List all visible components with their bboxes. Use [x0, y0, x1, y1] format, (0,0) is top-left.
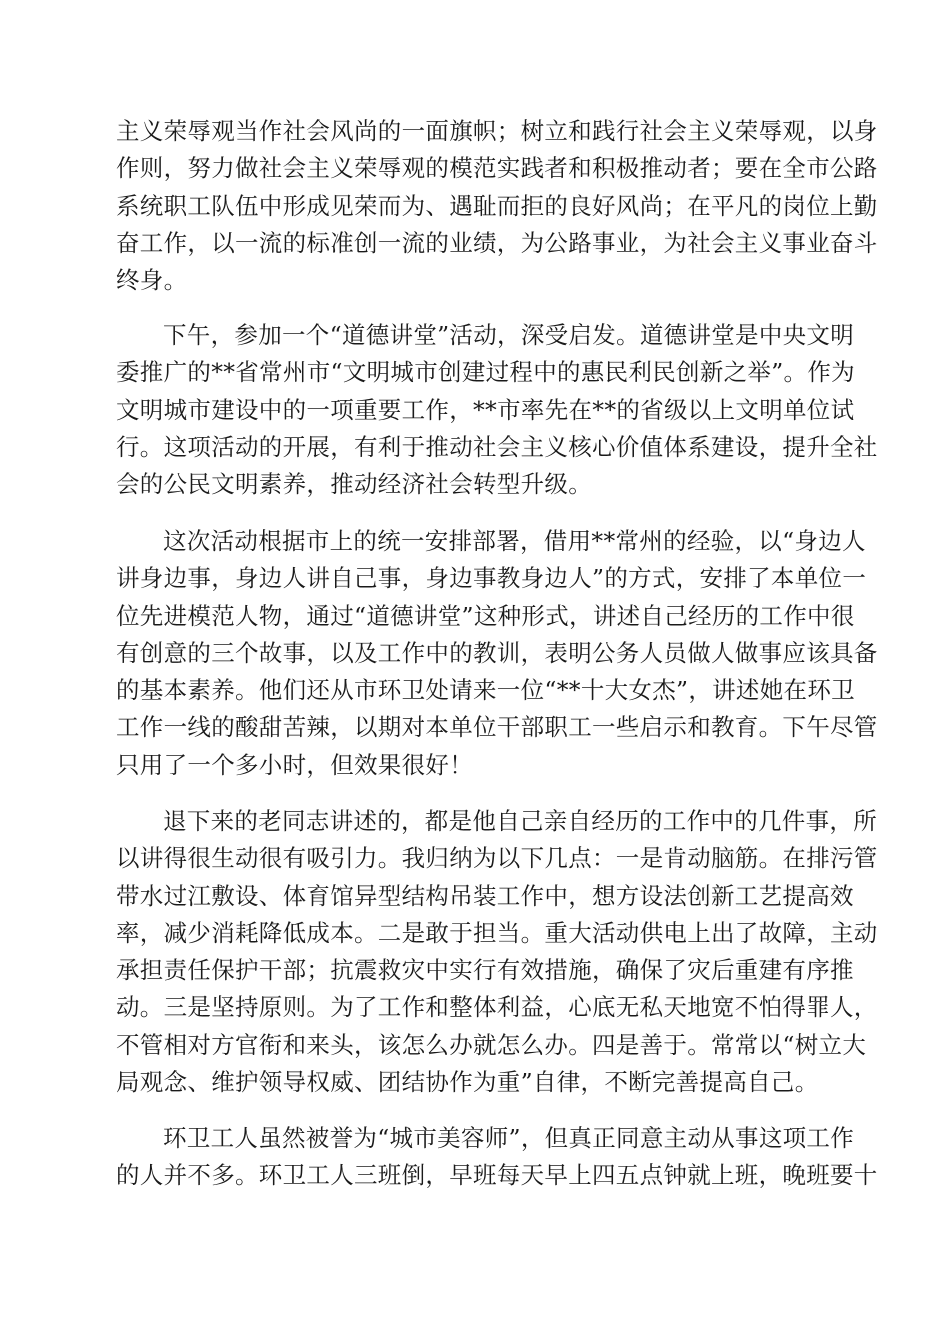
text-line: 带水过江敷设、体育馆异型结构吊装工作中，想方设法创新工艺提高效 — [116, 881, 854, 910]
text-line: 有创意的三个故事，以及工作中的教训，表明公务人员做人做事应该具备 — [116, 638, 878, 667]
text-line: 动。三是坚持原则。为了工作和整体利益，心底无私天地宽不怕得罪人， — [116, 993, 878, 1022]
text-line: 讲身边事，身边人讲自己事，身边事教身边人”的方式，安排了本单位一 — [116, 564, 867, 593]
paragraph-3 — [116, 523, 878, 784]
text-line: 承担责任保护干部；抗震救灾中实行有效措施，确保了灾后重建有序推 — [116, 956, 854, 985]
paragraph-4 — [116, 803, 878, 1101]
text-line: 下午，参加一个“道德讲堂”活动，深受启发。道德讲堂是中央文明 — [163, 321, 855, 349]
text-line: 这次活动根据市上的统一安排部署，借用**常州的经验，以“身边人 — [163, 527, 866, 555]
text-line: 以讲得很生动很有吸引力。我归纳为以下几点：一是肯动脑筋。在排污管 — [116, 844, 878, 873]
text-line: 系统职工队伍中形成见荣而为、遇耻而拒的良好风尚；在平凡的岗位上勤 — [116, 191, 878, 220]
text-line: 作则，努力做社会主义荣辱观的模范实践者和积极推动者；要在全市公路 — [116, 154, 878, 183]
text-line: 终身。 — [116, 266, 188, 295]
paragraph-5 — [116, 1120, 878, 1195]
text-line: 位先进模范人物，通过“道德讲堂”这种形式，讲述自己经历的工作中很 — [116, 601, 855, 630]
paragraph-1 — [116, 113, 878, 299]
text-line: 的基本素养。他们还从市环卫处请来一位“**十大女杰”，讲述她在环卫 — [116, 676, 855, 705]
text-line: 主义荣辱观当作社会风尚的一面旗帜；树立和践行社会主义荣辱观，以身 — [116, 117, 878, 145]
text-line: 行。这项活动的开展，有利于推动社会主义核心价值体系建设，提升全社 — [116, 432, 878, 461]
text-line: 文明城市建设中的一项重要工作，**市率先在**的省级以上文明单位试 — [116, 395, 855, 424]
text-line: 退下来的老同志讲述的，都是他自己亲自经历的工作中的几件事，所 — [163, 807, 877, 835]
text-line: 的人并不多。环卫工人三班倒，早班每天早上四五点钟就上班，晚班要十 — [116, 1161, 878, 1190]
text-line: 委推广的**省常州市“文明城市创建过程中的惠民利民创新之举”。作为 — [116, 358, 855, 387]
text-line: 工作一线的酸甜苦辣，以期对本单位干部职工一些启示和教育。下午尽管 — [116, 713, 878, 742]
text-line: 奋工作，以一流的标准创一流的业绩，为公路事业，为社会主义事业奋斗 — [116, 228, 878, 257]
text-line: 率，减少消耗降低成本。二是敢于担当。重大活动供电上出了故障，主动 — [116, 918, 878, 947]
text-line: 只用了一个多小时，但效果很好！ — [116, 750, 473, 779]
text-line: 局观念、维护领导权威、团结协作为重”自律，不断完善提高自己。 — [116, 1068, 819, 1097]
text-line: 不管相对方官衔和来头，该怎么办就怎么办。四是善于。常常以“树立大 — [116, 1030, 867, 1059]
paragraph-2 — [116, 317, 878, 503]
text-line: 环卫工人虽然被誉为“城市美容师”，但真正同意主动从事这项工作 — [163, 1124, 855, 1152]
text-line: 会的公民文明素养，推动经济社会转型升级。 — [116, 470, 592, 499]
